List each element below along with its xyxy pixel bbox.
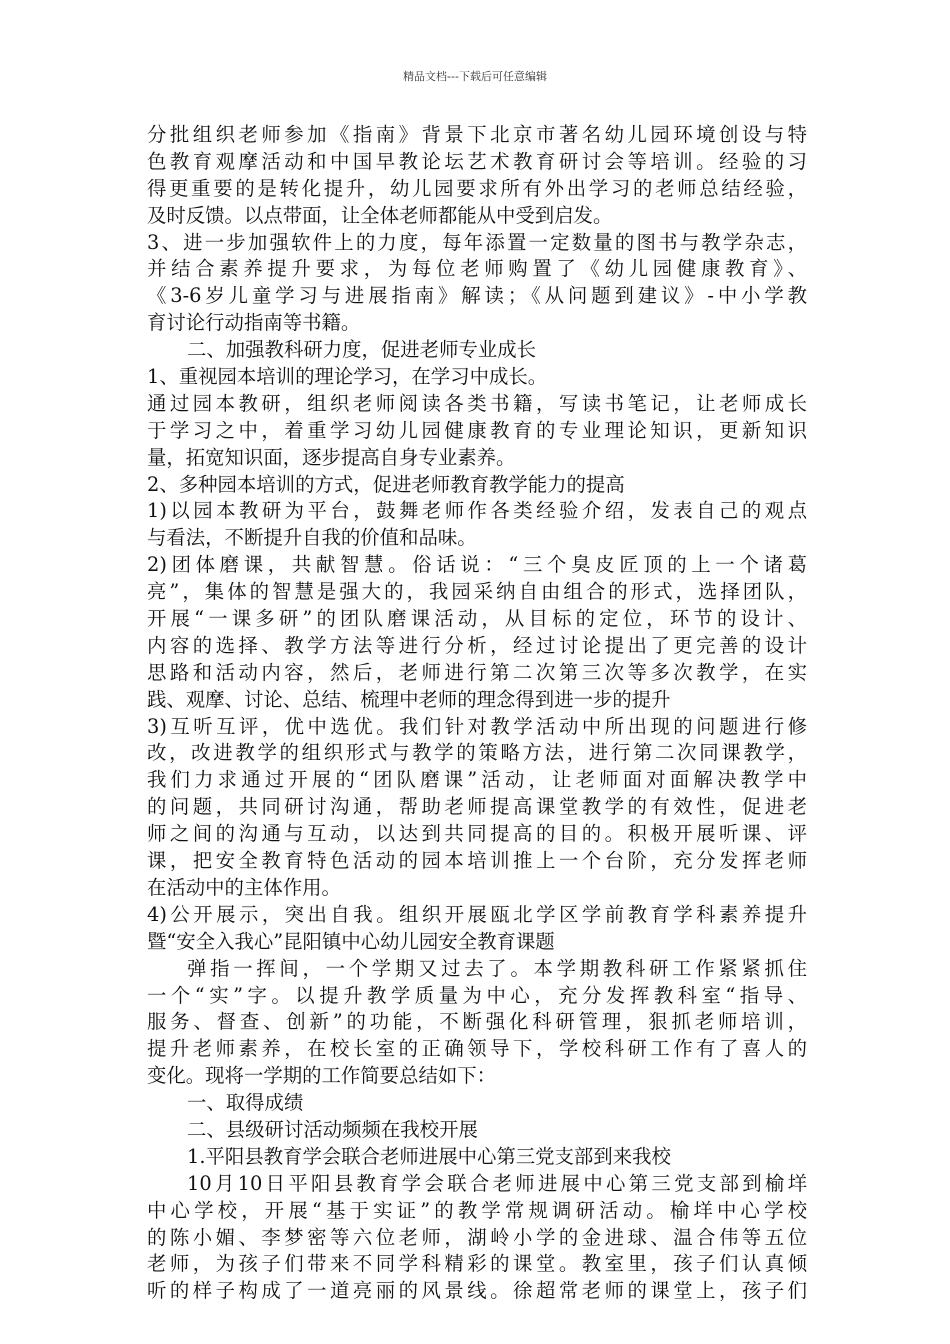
text-line: 通过园本教研，组织老师阅读各类书籍，写读书笔记，让老师成长 [147,391,807,415]
text-line: 课，把安全教育特色活动的园本培训推上一个台阶，充分发挥老师 [147,849,807,873]
text-line: 的陈小媚、李梦密等六位老师，湖岭小学的金进球、温合伟等五位 [147,1225,807,1249]
text-line: 改，改进教学的组织形式与教学的策略方法，进行第二次同课教学， [147,741,807,765]
section-heading: 一、取得成绩 [187,1091,304,1115]
text-line: 分批组织老师参加《指南》背景下北京市著名幼儿园环境创设与特 [147,123,807,146]
text-line: 10月10日平阳县教育学会联合老师进展中心第三党支部到榆垟 [187,1171,807,1195]
subheading: 2、多种园本培训的方式，促进老师教育教学能力的提高 [147,472,625,496]
text-line: 得更重要的是转化提升，幼儿园要求所有外出学习的老师总结经验， [147,176,807,200]
document-body [147,122,807,1305]
page-header: 精品文档---下载后可任意编辑 [403,70,547,83]
text-line: 亮”，集体的智慧是强大的，我园采纳自由组合的形式，选择团队， [147,580,807,604]
text-line: 开展“一课多研”的团队磨课活动，从目标的定位，环节的设计、 [147,607,807,631]
section-heading: 二、县级研讨活动频频在我校开展 [187,1117,478,1141]
text-line: 1)以园本教研为平台，鼓舞老师作各类经验介绍，发表自己的观点 [147,499,807,523]
text-line: 师之间的沟通与互动，以达到共同提高的目的。积极开展听课、评 [147,822,807,846]
text-line: 并结合素养提升要求，为每位老师购置了《幼儿园健康教育》、 [147,257,807,281]
text-line: 思路和活动内容，然后，老师进行第二次第三次等多次教学，在实 [147,660,807,684]
text-line: 提升老师素养，在校长室的正确领导下，学校科研工作有了喜人的 [147,1037,807,1061]
text-line: 弹指一挥间，一个学期又过去了。本学期教科研工作紧紧抓住 [187,956,807,980]
text-line: 一个“实”字。以提升教学质量为中心，充分发挥教科室“指导、 [147,983,807,1007]
text-line: 3、进一步加强软件上的力度，每年添置一定数量的图书与教学杂志， [147,230,807,254]
section-heading: 二、加强教科研力度，促进老师专业成长 [187,338,537,362]
text-line: 与看法，不断提升自我的价值和品味。 [147,526,477,550]
text-line: 变化。现将一学期的工作简要总结如下： [147,1064,497,1088]
text-line: 的问题，共同研讨沟通，帮助老师提高课堂教学的有效性，促进老 [147,795,807,819]
text-line: 2)团体磨课，共献智慧。俗话说：“三个臭皮匠顶的上一个诸葛 [147,553,807,577]
text-line: 听的样子构成了一道亮丽的风景线。徐超常老师的课堂上，孩子们 [147,1279,807,1303]
text-line: 《3-6岁儿童学习与进展指南》解读；《从问题到建议》-中小学教 [147,284,807,308]
text-line: 践、观摩、讨论、总结、梳理中老师的理念得到进一步的提升 [147,687,671,711]
text-line: 内容的选择、教学方法等进行分析，经过讨论提出了更完善的设计 [147,633,807,657]
text-line: 于学习之中，着重学习幼儿园健康教育的专业理论知识，更新知识 [147,418,807,442]
text-line: 服务、督查、创新”的功能，不断强化科研管理，狠抓老师培训， [147,1010,807,1034]
text-line: 暨“安全入我心”昆阳镇中心幼儿园安全教育课题 [147,929,555,953]
text-line: 色教育观摩活动和中国早教论坛艺术教育研讨会等培训。经验的习 [147,149,807,173]
text-line: 育讨论行动指南等书籍。 [147,311,361,335]
text-line: 在活动中的主体作用。 [147,875,341,899]
text-line: 4)公开展示，突出自我。组织开展瓯北学区学前教育学科素养提升 [147,902,807,926]
text-line: 及时反馈。以点带面，让全体老师都能从中受到启发。 [147,203,613,227]
text-line: 中心学校，开展“基于实证”的教学常规调研活动。榆垟中心学校 [147,1198,807,1222]
text-line: 量，拓宽知识面，逐步提高自身专业素养。 [147,445,516,469]
subheading: 1.平阳县教育学会联合老师进展中心第三党支部到来我校 [187,1144,671,1168]
text-line: 3)互听互评，优中选优。我们针对教学活动中所出现的问题进行修 [147,714,807,738]
text-line: 老师，为孩子们带来不同学科精彩的课堂。教室里，孩子们认真倾 [147,1252,807,1276]
text-line: 我们力求通过开展的“团队磨课”活动，让老师面对面解决教学中 [147,768,807,792]
subheading: 1、重视园本培训的理论学习，在学习中成长。 [147,365,548,389]
